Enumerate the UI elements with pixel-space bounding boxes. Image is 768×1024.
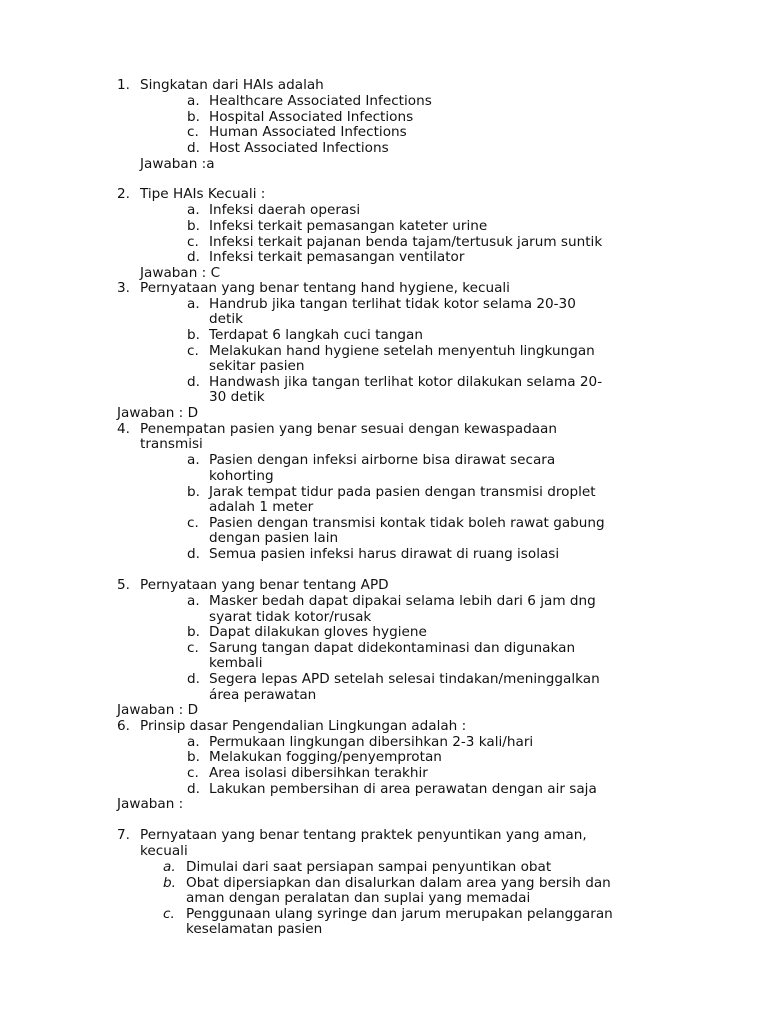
q7-question-cont: kecuali <box>140 843 188 859</box>
q7-option-c-cont: keselamatan pasien <box>186 921 323 937</box>
q4-number: 4. <box>117 421 130 437</box>
q7-option-c: Penggunaan ulang syringe dan jarum merupakan pelanggaran <box>186 906 613 922</box>
q1-option-b: Hospital Associated Infections <box>209 109 414 125</box>
q2-option-b: Infeksi terkait pemasangan kateter urine <box>209 218 488 234</box>
q5-question: Pernyataan yang benar tentang APD <box>140 577 389 593</box>
q6-option-b: Melakukan fogging/penyemprotan <box>209 749 442 765</box>
q1-question: Singkatan dari HAIs adalah <box>140 77 324 93</box>
q3-option-c-cont: sekitar pasien <box>209 358 305 374</box>
q2-option-d-label: d. <box>187 249 200 265</box>
q4-option-b: Jarak tempat tidur pada pasien dengan transmisi droplet <box>209 484 596 500</box>
q4-option-c: Pasien dengan transmisi kontak tidak boleh rawat gabung <box>209 515 605 531</box>
q1-number: 1. <box>117 77 130 93</box>
q1-option-d: Host Associated Infections <box>209 140 389 156</box>
q6-option-a: Permukaan lingkungan dibersihkan 2-3 kali/hari <box>209 734 534 750</box>
q6-answer: Jawaban : <box>117 796 184 812</box>
q5-option-d-cont: área perawatan <box>209 687 317 703</box>
q1-answer: Jawaban :a <box>140 156 215 172</box>
q2-option-c: Infeksi terkait pajanan benda tajam/tertusuk jarum suntik <box>209 234 603 250</box>
q7-option-b-cont: aman dengan peralatan dan suplai yang memadai <box>186 890 531 906</box>
q1-option-a: Healthcare Associated Infections <box>209 93 432 109</box>
q6-option-d-label: d. <box>187 781 200 797</box>
q4-option-c-cont: dengan pasien lain <box>209 530 339 546</box>
q5-option-b: Dapat dilakukan gloves hygiene <box>209 624 427 640</box>
q1-option-c-label: c. <box>187 124 199 140</box>
q5-number: 5. <box>117 577 130 593</box>
q7-option-a-label: a. <box>163 859 176 875</box>
q2-number: 2. <box>117 186 130 202</box>
q3-option-c: Melakukan hand hygiene setelah menyentuh lingkungan <box>209 343 595 359</box>
q7-option-a: Dimulai dari saat persiapan sampai penyuntikan obat <box>186 859 552 875</box>
q1-option-b-label: b. <box>187 109 200 125</box>
q6-option-b-label: b. <box>187 749 200 765</box>
q2-option-a: Infeksi daerah operasi <box>209 202 361 218</box>
q3-option-b-label: b. <box>187 327 200 343</box>
q7-question: Pernyataan yang benar tentang praktek penyuntikan yang aman, <box>140 827 587 843</box>
q3-option-a-label: a. <box>187 296 200 312</box>
q3-option-d-cont: 30 detik <box>209 389 265 405</box>
q2-option-d: Infeksi terkait pemasangan ventilator <box>209 249 465 265</box>
q3-option-a-cont: detik <box>209 311 243 327</box>
q5-answer: Jawaban : D <box>117 702 199 718</box>
q4-option-d-label: d. <box>187 546 200 562</box>
q1-option-a-label: a. <box>187 93 200 109</box>
q6-option-d: Lakukan pembersihan di area perawatan dengan air saja <box>209 781 597 797</box>
q6-option-c: Area isolasi dibersihkan terakhir <box>209 765 428 781</box>
q6-option-a-label: a. <box>187 734 200 750</box>
q7-option-b: Obat dipersiapkan dan disalurkan dalam area yang bersih dan <box>186 875 611 891</box>
q3-option-d: Handwash jika tangan terlihat kotor dilakukan selama 20- <box>209 374 603 390</box>
q4-question-cont: transmisi <box>140 436 203 452</box>
q6-question: Prinsip dasar Pengendalian Lingkungan adalah : <box>140 718 467 734</box>
q5-option-c-label: c. <box>187 640 199 656</box>
q5-option-a-label: a. <box>187 593 200 609</box>
q6-number: 6. <box>117 718 130 734</box>
q5-option-a-cont: syarat tidak kotor/rusak <box>209 609 372 625</box>
q2-option-a-label: a. <box>187 202 200 218</box>
q5-option-b-label: b. <box>187 624 200 640</box>
q3-option-a: Handrub jika tangan terlihat tidak kotor selama 20-30 <box>209 296 576 312</box>
q1-option-d-label: d. <box>187 140 200 156</box>
q3-option-b: Terdapat 6 langkah cuci tangan <box>209 327 424 343</box>
q5-option-d: Segera lepas APD setelah selesai tindakan/meninggalkan <box>209 671 600 687</box>
q3-number: 3. <box>117 280 130 296</box>
q4-question: Penempatan pasien yang benar sesuai dengan kewaspadaan <box>140 421 557 437</box>
q1-option-c: Human Associated Infections <box>209 124 407 140</box>
q4-option-b-cont: adalah 1 meter <box>209 499 314 515</box>
q4-option-b-label: b. <box>187 484 200 500</box>
q2-answer: Jawaban : C <box>140 265 221 281</box>
q5-option-d-label: d. <box>187 671 200 687</box>
q4-option-a-label: a. <box>187 452 200 468</box>
q3-option-c-label: c. <box>187 343 199 359</box>
q7-option-c-label: c. <box>163 906 175 922</box>
q4-option-d: Semua pasien infeksi harus dirawat di ruang isolasi <box>209 546 560 562</box>
q5-option-c-cont: kembali <box>209 655 263 671</box>
q2-option-c-label: c. <box>187 234 199 250</box>
q3-answer: Jawaban : D <box>117 405 199 421</box>
q5-option-a: Masker bedah dapat dipakai selama lebih dari 6 jam dng <box>209 593 596 609</box>
q2-option-b-label: b. <box>187 218 200 234</box>
q4-option-c-label: c. <box>187 515 199 531</box>
q2-question: Tipe HAIs Kecuali : <box>140 186 266 202</box>
q3-option-d-label: d. <box>187 374 200 390</box>
q6-option-c-label: c. <box>187 765 199 781</box>
q7-number: 7. <box>117 827 130 843</box>
q4-option-a-cont: kohorting <box>209 468 274 484</box>
q5-option-c: Sarung tangan dapat didekontaminasi dan digunakan <box>209 640 576 656</box>
q3-question: Pernyataan yang benar tentang hand hygiene, kecuali <box>140 280 510 296</box>
q7-option-b-label: b. <box>163 875 176 891</box>
q4-option-a: Pasien dengan infeksi airborne bisa dirawat secara <box>209 452 556 468</box>
